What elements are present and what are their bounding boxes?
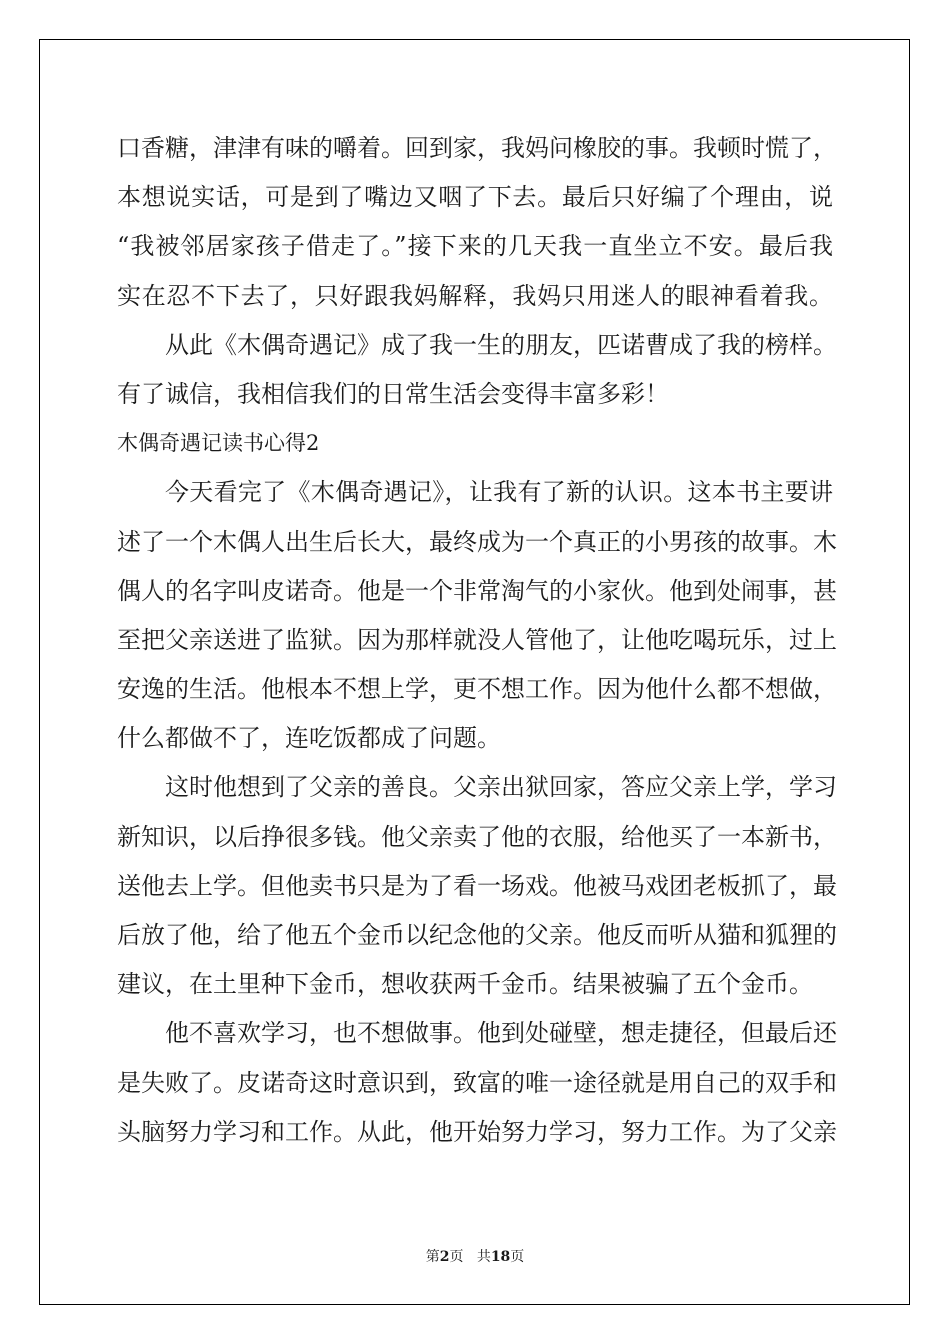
body-line: 至把父亲送进了监狱。因为那样就没人管他了，让他吃喝玩乐，过上: [117, 625, 837, 654]
body-line: 安逸的生活。他根本不想上学，更不想工作。因为他什么都不想做，: [117, 675, 837, 704]
body-line: 什么都做不了，连吃饭都成了问题。: [117, 724, 501, 753]
body-line: 口香糖，津津有味的嚼着。回到家，我妈问橡胶的事。我顿时慌了，: [117, 134, 837, 162]
page-prefix: 第: [425, 1249, 440, 1265]
body-line: 述了一个木偶人出生后长大，最终成为一个真正的小男孩的故事。木: [117, 527, 837, 556]
body-line-paragraph-start: 今天看完了《木偶奇遇记》，让我有了新的认识。这本书主要讲: [165, 478, 833, 507]
body-line: 有了诚信，我相信我们的日常生活会变得丰富多彩！: [117, 379, 669, 408]
body-line: 后放了他，给了他五个金币以纪念他的父亲。他反而听从猫和狐狸的: [117, 921, 837, 949]
body-line: 实在忍不下去了，只好跟我妈解释，我妈只用迷人的眼神看着我。: [117, 281, 833, 310]
body-line: 送他去上学。但他卖书只是为了看一场戏。他被马戏团老板抓了，最: [117, 871, 837, 900]
page-footer: [0, 1246, 950, 1266]
body-line-paragraph-start: 他不喜欢学习，也不想做事。他到处碰壁，想走捷径，但最后还: [165, 1019, 837, 1048]
body-line: 新知识，以后挣很多钱。他父亲卖了他的衣服，给他买了一本新书，: [117, 822, 837, 851]
total-prefix: 共: [476, 1249, 491, 1265]
body-line: 是失败了。皮诺奇这时意识到，致富的唯一途径就是用自己的双手和: [117, 1068, 837, 1097]
document-body: [117, 124, 837, 1157]
body-line: 头脑努力学习和工作。从此，他开始努力学习，努力工作。为了父亲: [117, 1117, 837, 1146]
body-line: “我被邻居家孩子借走了。”接下来的几天我一直坐立不安。最后我: [117, 232, 833, 261]
total-pages: 18: [490, 1249, 511, 1265]
body-line-paragraph-start: 从此《木偶奇遇记》成了我一生的朋友，匹诺曹成了我的榜样。: [165, 330, 837, 359]
body-line: 本想说实话，可是到了嘴边又咽了下去。最后只好编了个理由，说: [117, 183, 833, 212]
body-line: 建议，在土里种下金币，想收获两千金币。结果被骗了五个金币。: [117, 970, 813, 999]
section-heading: 木偶奇遇记读书心得2: [117, 431, 320, 456]
page-suffix: 页: [449, 1249, 464, 1265]
total-suffix: 页: [510, 1249, 525, 1265]
page-number: 2: [439, 1249, 450, 1265]
body-line-paragraph-start: 这时他想到了父亲的善良。父亲出狱回家，答应父亲上学，学习: [165, 773, 837, 802]
body-line: 偶人的名字叫皮诺奇。他是一个非常淘气的小家伙。他到处闹事，甚: [117, 576, 837, 605]
